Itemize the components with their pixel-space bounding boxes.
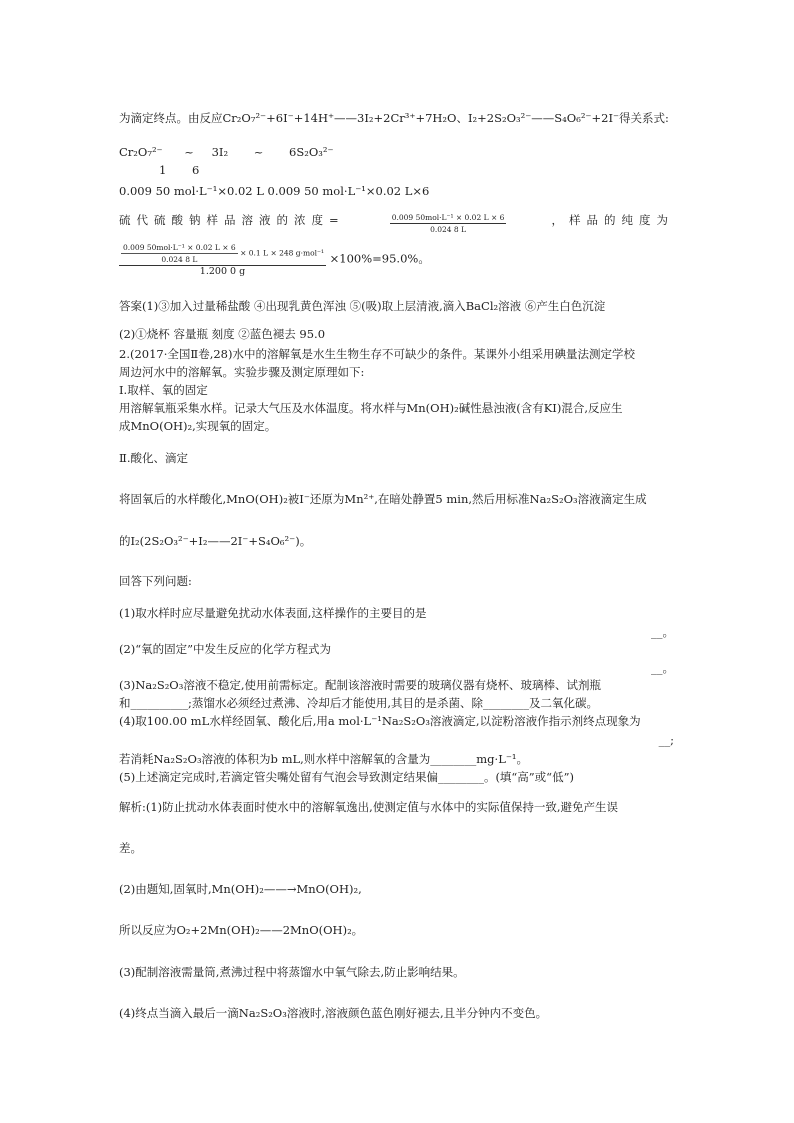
text-line: 用溶解氧瓶采集水样。记录大气压及水体温度。将水样与Mn(OH)₂碱性悬浊液(含有KI)混合,反应生 [119,401,623,415]
relation-line [119,144,334,160]
text-segment: × 0.1 L × 248 g·mol⁻¹ [240,248,324,258]
fraction [119,242,326,277]
purity-line [119,242,430,277]
question-title: 2.(2017·全国Ⅱ卷,28)水中的溶解氧是水生生物生存不可缺少的条件。某课外小组采用碘量法测定学校 [119,347,635,361]
coef: 6 [191,163,200,177]
text-line: 和__________;蒸馏水必须经过煮沸、冷却后才能使用,其目的是杀菌、除________及二氧化碳。 [119,696,599,710]
answer-line: 答案(1)③加入过量稀盐酸 ④出现乳黄色浑浊 ⑤(吸)取上层清液,滴入BaCl₂溶液 ⑥产生白色沉淀 [119,299,606,313]
blank-end: __。 [651,625,674,639]
text-line: 差。 [119,841,142,855]
section-heading: Ⅱ.酸化、滴定 [119,451,188,465]
relation-term: 3I₂ [211,145,229,159]
analysis-line: 解析:(1)防止扰动水体表面时使水中的溶解氧逸出,使测定值与水体中的实际值保持一致,避免产生误 [119,800,618,814]
text-line: 回答下列问题: [119,574,192,588]
text-segment: ，样品的纯度为 [551,213,674,227]
text-line: 将固氧后的水样酸化,MnO(OH)₂被I⁻还原为Mn²⁺,在暗处静置5 min,然后用标准Na₂S₂O₃溶液滴定生成 [119,492,647,506]
text-line: 0.009 50 mol·L⁻¹×0.02 L 0.009 50 mol·L⁻¹×0.02 L×6 [119,184,430,198]
text-line: 若消耗Na₂S₂O₃溶液的体积为b mL,则水样中溶解氧的含量为________mg·L⁻¹。 [119,752,529,766]
numerator [119,242,326,266]
question-item: (1)取水样时应尽量避免扰动水体表面,这样操作的主要目的是 [119,606,427,620]
text-line: 成MnO(OH)₂,实现氧的固定。 [119,419,277,433]
relation-term: Cr₂O₇²⁻ [119,145,163,159]
analysis-line: (4)终点当滴入最后一滴Na₂S₂O₃溶液时,溶液颜色蓝色刚好褪去,且半分钟内不变色。 [119,1006,548,1020]
section-heading: Ⅰ.取样、氧的固定 [119,383,208,397]
question-item: (5)上述滴定完成时,若滴定管尖嘴处留有气泡会导致测定结果偏________。(填“高”或“低”) [119,770,574,784]
concentration-line [119,212,674,235]
relation-term: 6S₂O₃²⁻ [289,145,334,159]
fraction [390,212,507,235]
question-item: (4)取100.00 mL水样经固氧、酸化后,用a mol·L⁻¹Na₂S₂O₃溶液滴定,以淀粉溶液作指示剂终点现象为 [119,714,641,728]
denominator: 1.200 0 g [199,266,246,277]
text-segment: 硫代硫酸钠样品溶液的浓度= [119,213,345,227]
text-line: 所以反应为O₂+2Mn(OH)₂——2MnO(OH)₂。 [119,923,364,937]
numerator: 0.009 50mol·L⁻¹ × 0.02 L × 6 [391,213,505,222]
relation-sep: ~ [184,145,194,159]
text-line: 的I₂(2S₂O₃²⁻+I₂——2I⁻+S₄O₆²⁻)。 [119,534,312,548]
numerator: 0.009 50mol·L⁻¹ × 0.02 L × 6 [123,243,236,252]
denominator: 0.024 8 L [430,225,467,234]
text-line: 为滴定终点。由反应Cr₂O₇²⁻+6I⁻+14H⁺——3I₂+2Cr³⁺+7H₂O、I₂+2S₂O₃²⁻——S₄O₆²⁻+2I⁻得关系式: [119,111,669,125]
question-item: (3)Na₂S₂O₃溶液不稳定,使用前需标定。配制该溶液时需要的玻璃仪器有烧杯、玻璃棒、试剂瓶 [119,678,601,692]
question-item: (2)“氧的固定”中发生反应的化学方程式为 [119,642,332,656]
coef: 1 [159,163,167,177]
inner-fraction [121,242,238,265]
blank-end: __; [658,733,674,747]
blank-end: __。 [651,661,674,675]
analysis-line: (3)配制溶液需量筒,煮沸过程中将蒸馏水中氧气除去,防止影响结果。 [119,965,465,979]
relation-sep: ~ [253,145,264,159]
text-line: 周边河水中的溶解氧。实验步骤及测定原理如下: [119,365,365,379]
answer-line: (2)①烧杯 容量瓶 刻度 ②蓝色褪去 95.0 [119,327,326,341]
relation-coef-line [119,162,199,178]
denominator: 0.024 8 L [161,255,198,264]
analysis-line: (2)由题知,固氧时,Mn(OH)₂——→MnO(OH)₂, [119,882,362,896]
text-segment: ×100%=95.0%。 [329,251,430,266]
